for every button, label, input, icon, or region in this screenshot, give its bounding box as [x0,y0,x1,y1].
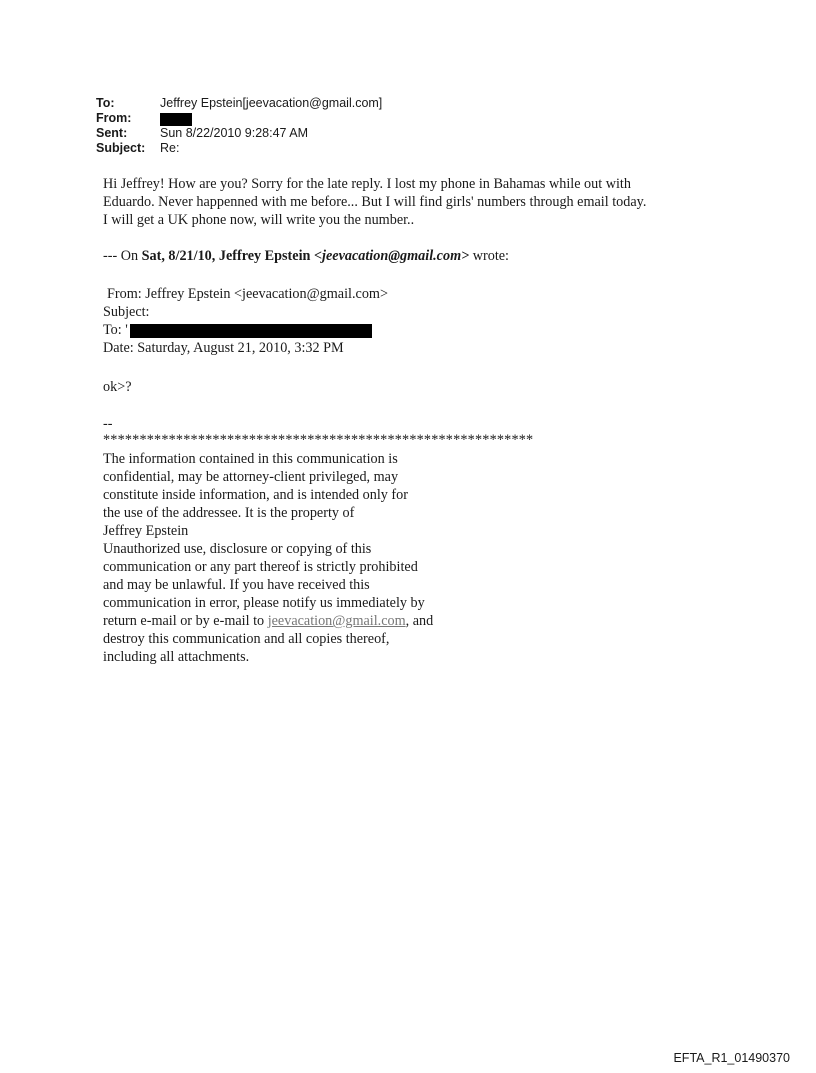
forwarded-to-label: To: ' [103,322,128,338]
quote-suffix: wrote: [469,248,509,264]
disclaimer-line: Unauthorized use, disclosure or copying of this [103,541,372,557]
disclaimer-line: communication in error, please notify us immediately by [103,595,425,611]
from-label: From: [96,111,132,125]
forwarded-to [103,321,388,339]
to-row [96,96,382,111]
document-id: EFTA_R1_01490370 [673,1051,790,1065]
disclaimer-line: destroy this communication and all copies thereof, [103,631,390,647]
body-line: Hi Jeffrey! How are you? Sorry for the late reply. I lost my phone in Bahamas while out with [103,176,631,192]
confidentiality-disclaimer [103,450,433,666]
forwarded-header [103,285,388,357]
email-header [96,96,382,156]
from-row [96,111,382,126]
sent-value: Sun 8/22/2010 9:28:47 AM [160,126,309,140]
disclaimer-line: The information contained in this communication is [103,451,398,467]
forwarded-date: Date: Saturday, August 21, 2010, 3:32 PM [103,340,344,356]
return-prefix: return e-mail or by e-mail to [103,613,268,629]
quote-prefix: --- On [103,248,142,264]
original-message: ok>? [103,379,132,395]
signature-dashes: -- [103,416,113,432]
disclaimer-line: confidential, may be attorney-client privileged, may [103,469,399,485]
disclaimer-line: communication or any part thereof is strictly prohibited [103,559,418,575]
return-suffix: , and [405,613,434,629]
forwarded-subject: Subject: [103,304,150,320]
disclaimer-line: including all attachments. [103,649,250,665]
forwarded-from: From: Jeffrey Epstein <jeevacation@gmail.com> [107,286,388,302]
disclaimer-line: and may be unlawful. If you have received this [103,577,370,593]
subject-row [96,141,382,156]
body-line: Eduardo. Never happenned with me before... But I will find girls' numbers through email today. [103,194,647,210]
sent-label: Sent: [96,126,128,140]
redaction-box [130,324,372,338]
disclaimer-return-line [103,612,433,630]
to-value: Jeffrey Epstein[jeevacation@gmail.com] [160,96,383,110]
subject-value: Re: [160,141,180,155]
body-line: I will get a UK phone now, will write you the number.. [103,212,415,228]
from-value [160,111,192,126]
quote-email: <jeevacation@gmail.com> [313,248,470,264]
quote-attribution [103,247,509,265]
separator-stars: *********************************************************** [103,432,534,448]
message-body [103,175,646,229]
to-label: To: [96,96,115,110]
disclaimer-line: the use of the addressee. It is the property of [103,505,355,521]
disclaimer-line: Jeffrey Epstein [103,523,189,539]
redaction-box [160,113,192,126]
email-link[interactable]: jeevacation@gmail.com [267,613,406,629]
quote-date-author: Sat, 8/21/10, Jeffrey Epstein [141,248,311,264]
subject-label: Subject: [96,141,146,155]
disclaimer-line: constitute inside information, and is intended only for [103,487,408,503]
sent-row [96,126,382,141]
